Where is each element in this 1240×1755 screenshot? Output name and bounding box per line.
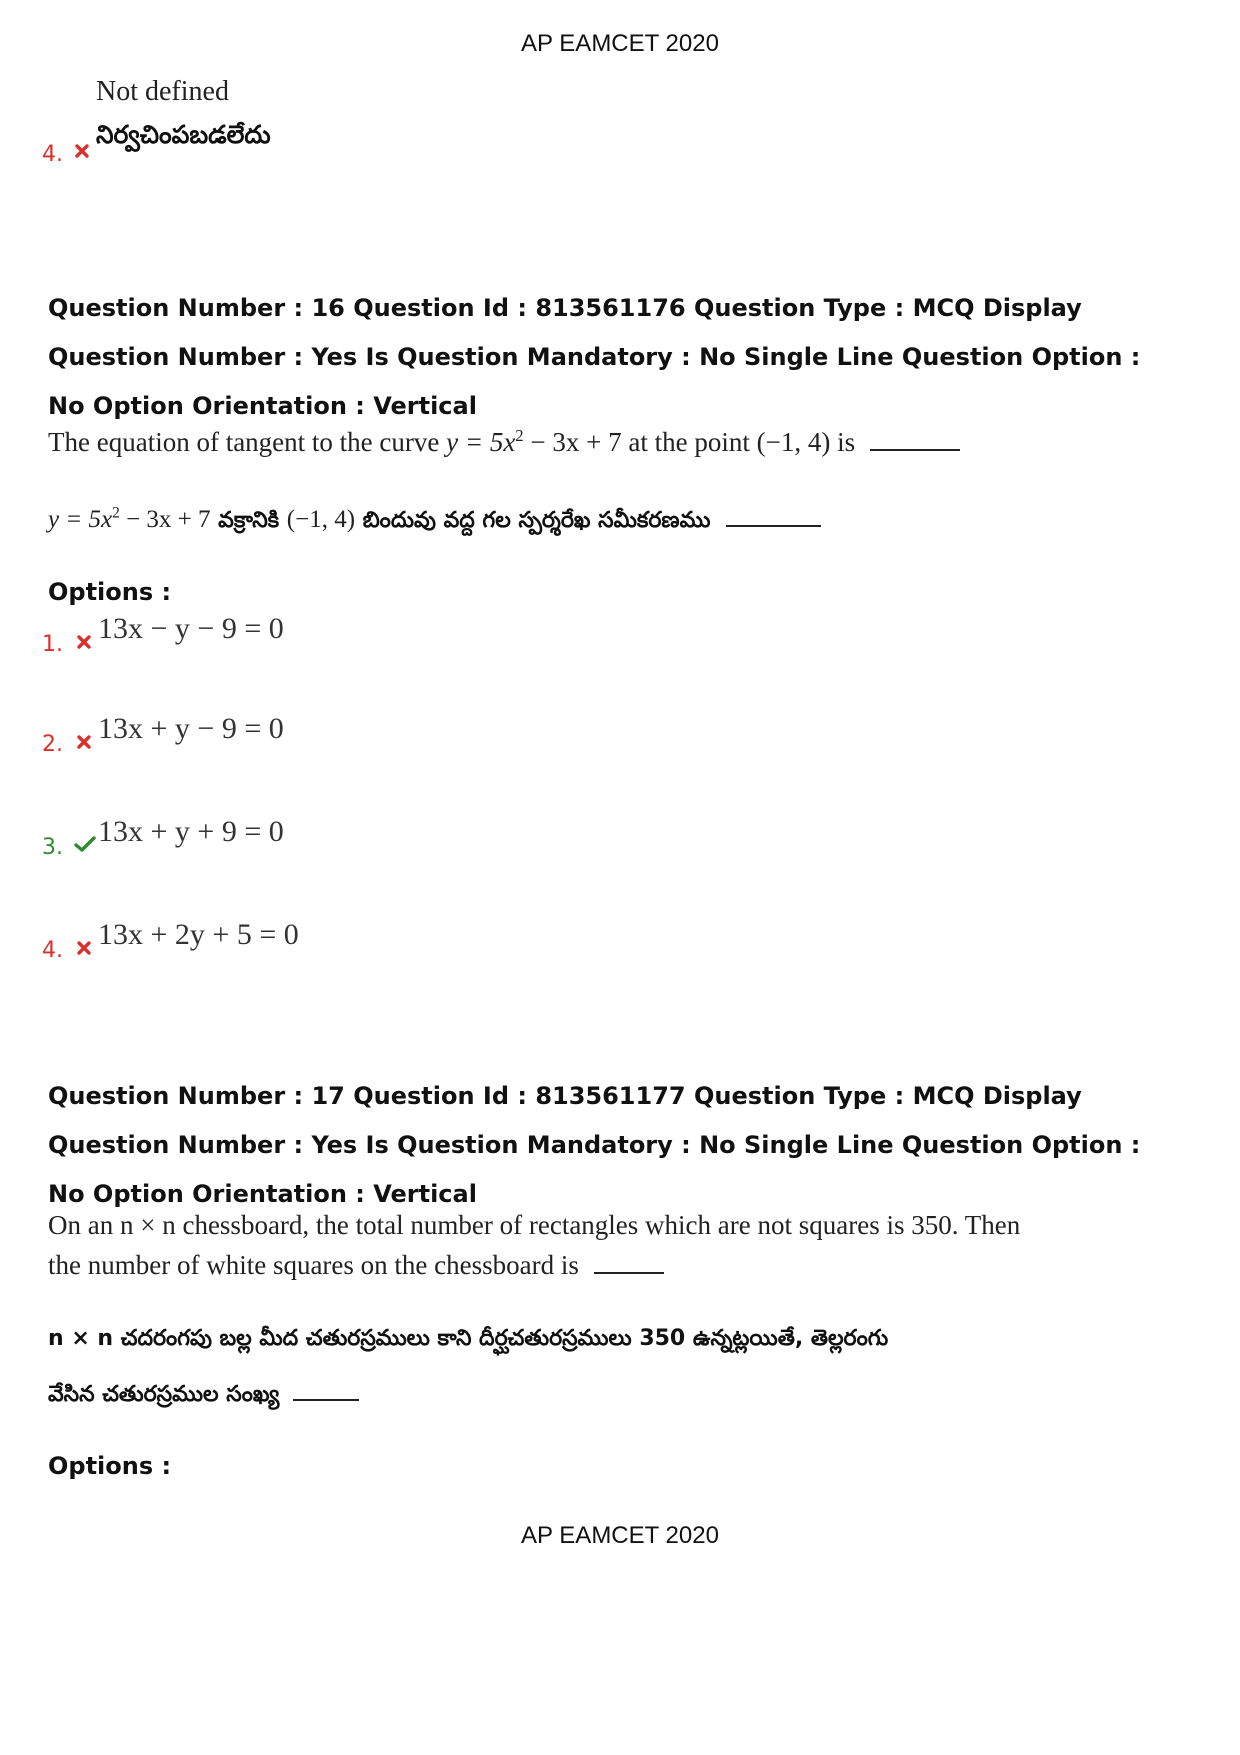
- q16-en-pre: The equation of tangent to the curve: [48, 427, 447, 457]
- option-text: 13x − y − 9 = 0: [98, 612, 284, 645]
- q17-te-line2-wrap: [48, 1382, 359, 1412]
- q17-en-line1: On an n × n chessboard, the total number of rectangles which are not squares is 350. Then: [48, 1210, 1021, 1240]
- option-text: 13x + y + 9 = 0: [98, 815, 284, 848]
- option-number: 1.: [42, 632, 63, 657]
- q16-option-3: [42, 815, 642, 875]
- q16-te-mid: వక్రానికి: [210, 508, 287, 533]
- option-number: 2.: [42, 732, 63, 757]
- q16-option-4: [42, 918, 642, 978]
- q17-options-label: Options :: [48, 1452, 172, 1480]
- q16-te-post: బిందువు వద్ద గల స్పర్శరేఖ సమీకరణము: [355, 508, 711, 533]
- prev-option-text-te: నిర్వచింపబడలేదు: [96, 120, 271, 149]
- page-header: AP EAMCET 2020: [521, 30, 719, 57]
- wrong-mark-icon: [76, 734, 92, 750]
- q16-te-point: (−1, 4): [286, 506, 356, 533]
- q16-option-1: [42, 612, 642, 672]
- wrong-mark-icon: [74, 143, 90, 159]
- q16-en-formula: y = 5x: [446, 427, 516, 457]
- q16-meta: Question Number : 16 Question Id : 813561176 Question Type : MCQ Display Question Number : Yes Is Question Mandatory : No Single Line Question Option : No Option Orientation : Vertical: [48, 294, 1141, 420]
- option-text: 13x + 2y + 5 = 0: [98, 918, 299, 951]
- correct-mark-icon: [74, 835, 96, 853]
- q16-en-formula2: − 3x + 7: [523, 427, 622, 457]
- q16-te-formula: y = 5x: [48, 506, 113, 533]
- prev-option-text-en: Not defined: [96, 76, 229, 107]
- q17-meta: Question Number : 17 Question Id : 813561177 Question Type : MCQ Display Question Number : Yes Is Question Mandatory : No Single Line Question Option : No Option Orientation : Vertical: [48, 1082, 1141, 1208]
- q17-te-line1: n × n చదరంగపు బల్ల మీద చతురస్రములు కాని దీర్ఘచతురస్రములు 350 ఉన్నట్లయితే, తెల్లరంగు: [48, 1326, 889, 1351]
- option-number: 3.: [42, 835, 63, 860]
- q17-en-line2: the number of white squares on the chessboard is: [48, 1250, 579, 1280]
- q16-en-point: (−1, 4): [756, 427, 831, 457]
- answer-blank: [594, 1272, 664, 1274]
- q16-option-2: [42, 712, 642, 772]
- prev-option-number: 4.: [42, 142, 63, 167]
- q16-en-mid: at the point: [621, 427, 757, 457]
- q17-te-line2: వేసిన చతురస్రముల సంఖ్య: [48, 1382, 280, 1407]
- prev-option-row: [42, 118, 90, 167]
- page-footer: AP EAMCET 2020: [521, 1522, 719, 1549]
- q16-te-sup: 2: [112, 504, 120, 522]
- answer-blank: [726, 525, 821, 527]
- wrong-mark-icon: [76, 940, 92, 956]
- answer-blank: [293, 1399, 359, 1401]
- answer-blank: [870, 449, 960, 451]
- wrong-mark-icon: [76, 634, 92, 650]
- q16-text-te: [48, 504, 821, 538]
- option-text: 13x + y − 9 = 0: [98, 712, 284, 745]
- q16-text-en: [48, 426, 960, 458]
- q16-options-label: Options :: [48, 578, 172, 606]
- option-number: 4.: [42, 938, 63, 963]
- q17-en-line2-wrap: [48, 1250, 664, 1281]
- q16-en-post: is: [830, 427, 856, 457]
- q16-te-formula2: − 3x + 7: [119, 506, 211, 533]
- q16-en-sup: 2: [515, 426, 524, 445]
